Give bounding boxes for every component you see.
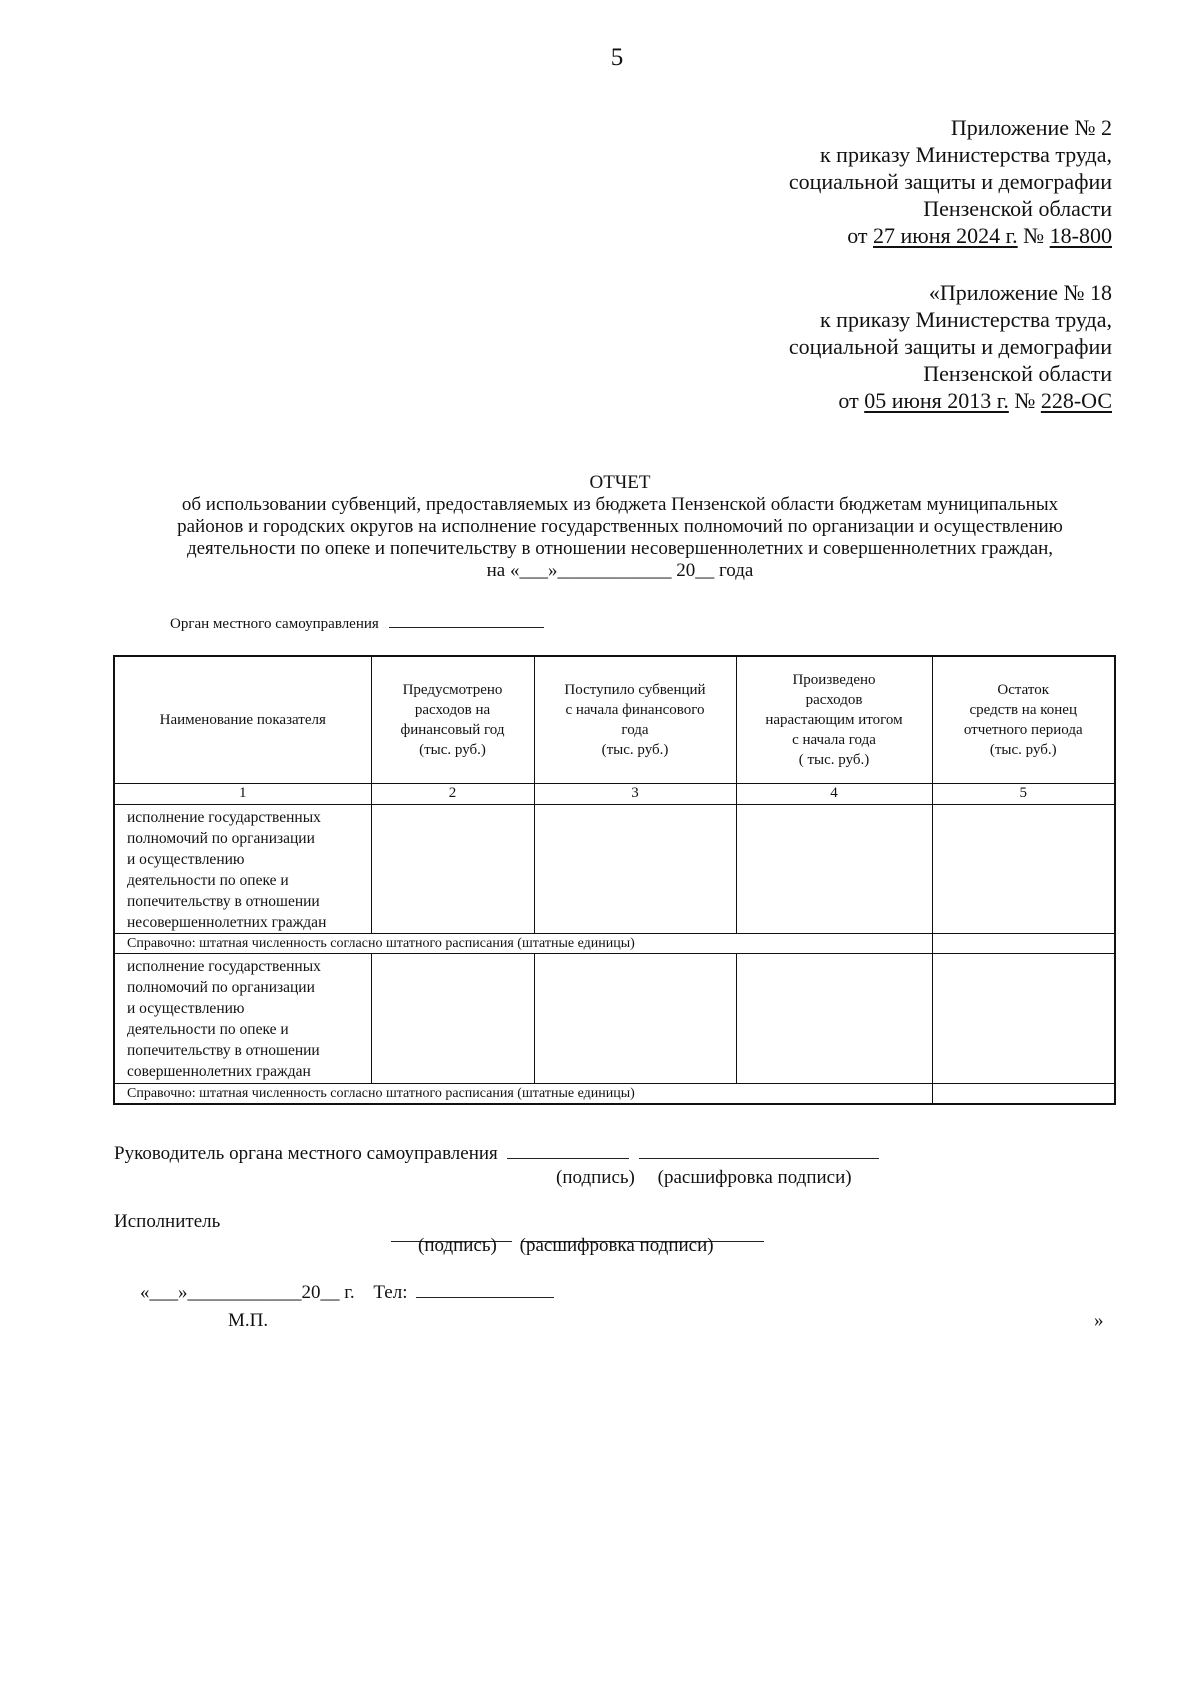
table-header-row <box>114 656 1115 783</box>
table-cell-empty[interactable] <box>371 804 534 933</box>
org-label: Орган местного самоуправления <box>170 616 379 632</box>
table-cell-empty[interactable] <box>736 804 932 933</box>
appendix-original <box>789 279 1112 414</box>
appendix-current-line1: Приложение № 2 <box>950 115 1112 140</box>
phone-label: Тел: <box>373 1282 408 1303</box>
phone-blank <box>416 1296 554 1298</box>
report-title-line1: об использовании субвенций, предоставляемых из бюджета Пензенской области бюджетам муниципальных <box>181 494 1059 515</box>
executor-sub-name: (расшифровка подписи) <box>519 1235 714 1256</box>
table-cell-empty[interactable] <box>736 954 932 1083</box>
column-number: 2 <box>371 783 534 804</box>
table-cell-empty[interactable] <box>371 954 534 1083</box>
column-number: 1 <box>114 783 371 804</box>
report-date-line: на «___»____________ 20__ года <box>486 560 754 581</box>
date-prefix: от <box>838 388 859 413</box>
appendix-original-date-line <box>789 387 1112 414</box>
table-row <box>114 954 1115 1083</box>
stamp-label: М.П. <box>228 1310 269 1331</box>
column-number: 4 <box>736 783 932 804</box>
report-title-line3: деятельности по опеке и попечительству в отношении несовершеннолетних и совершеннолетних граждан, <box>186 538 1054 559</box>
appendix-current <box>789 114 1112 249</box>
reference-row <box>114 934 1115 954</box>
table-cell-empty[interactable] <box>534 804 736 933</box>
appendix-current-date-line <box>789 222 1112 249</box>
appendix-current-line4: Пензенской области <box>923 196 1112 221</box>
date-phone-line <box>140 1282 554 1304</box>
appendix-original-line1: «Приложение № 18 <box>928 280 1112 305</box>
header-remaining-funds: Остаток средств на конец отчетного периода (тыс. руб.) <box>932 656 1115 783</box>
reference-staff-count-value[interactable] <box>932 1083 1115 1104</box>
head-sign-blank <box>507 1157 629 1159</box>
appendix-current-number: 18-800 <box>1049 223 1112 248</box>
executor-sub-sign: (подпись) <box>418 1235 497 1256</box>
reference-staff-count-label: Справочно: штатная численность согласно штатного расписания (штатные единицы) <box>114 934 932 954</box>
header-received-subventions: Поступило субвенций с начала финансового года (тыс. руб.) <box>534 656 736 783</box>
report-title-line2: районов и городских округов на исполнение государственных полномочий по организации и осуществлению <box>177 516 1063 537</box>
reference-row <box>114 1083 1115 1104</box>
head-sub-labels <box>556 1167 852 1189</box>
appendix-original-line4: Пензенской области <box>923 361 1112 386</box>
appendix-original-line3: социальной защиты и демографии <box>788 334 1112 359</box>
number-prefix: № <box>1014 388 1036 413</box>
column-number: 3 <box>534 783 736 804</box>
date-prefix: от <box>847 223 868 248</box>
head-signature-line <box>114 1143 879 1165</box>
head-name-blank <box>639 1157 879 1159</box>
row-indicator-minors: исполнение государственных полномочий по организации и осуществлению деятельности по опеке и попечительству в отношении несовершеннолетних граждан <box>114 804 371 933</box>
appendix-current-line2: к приказу Министерства труда, <box>819 142 1112 167</box>
page-number: 5 <box>610 44 624 71</box>
header-indicator-name: Наименование показателя <box>114 656 371 783</box>
report-title-block <box>120 472 1120 582</box>
table-cell-empty[interactable] <box>534 954 736 1083</box>
row-indicator-adults: исполнение государственных полномочий по организации и осуществлению деятельности по опеке и попечительству в отношении совершеннолетних граждан <box>114 954 371 1083</box>
reference-staff-count-value[interactable] <box>932 934 1115 954</box>
column-numbers-row <box>114 783 1115 804</box>
table-cell-empty[interactable] <box>932 804 1115 933</box>
head-label: Руководитель органа местного самоуправления <box>114 1143 498 1164</box>
date-line: «___»____________20__ г. <box>140 1282 355 1303</box>
executor-label: Исполнитель <box>114 1211 221 1232</box>
appendix-current-line3: социальной защиты и демографии <box>788 169 1112 194</box>
header-planned-expenses: Предусмотрено расходов на финансовый год (тыс. руб.) <box>371 656 534 783</box>
report-title: ОТЧЕТ <box>589 472 651 493</box>
appendix-original-line2: к приказу Министерства труда, <box>819 307 1112 332</box>
appendix-current-date: 27 июня 2024 г. <box>873 223 1018 248</box>
org-line <box>170 616 544 633</box>
closing-quote: » <box>1094 1310 1104 1331</box>
head-sub-sign: (подпись) <box>556 1167 635 1188</box>
head-sub-name: (расшифровка подписи) <box>657 1167 852 1188</box>
header-expenses-made: Произведено расходов нарастающим итогом с начала года ( тыс. руб.) <box>736 656 932 783</box>
table-row <box>114 804 1115 933</box>
report-table <box>113 655 1116 1105</box>
executor-sub-labels <box>418 1235 714 1257</box>
number-prefix: № <box>1023 223 1045 248</box>
appendix-original-number: 228-ОС <box>1040 388 1112 413</box>
column-number: 5 <box>932 783 1115 804</box>
table-cell-empty[interactable] <box>932 954 1115 1083</box>
appendix-original-date: 05 июня 2013 г. <box>864 388 1009 413</box>
reference-staff-count-label: Справочно: штатная численность согласно штатного расписания (штатные единицы) <box>114 1083 932 1104</box>
org-blank <box>389 626 544 628</box>
